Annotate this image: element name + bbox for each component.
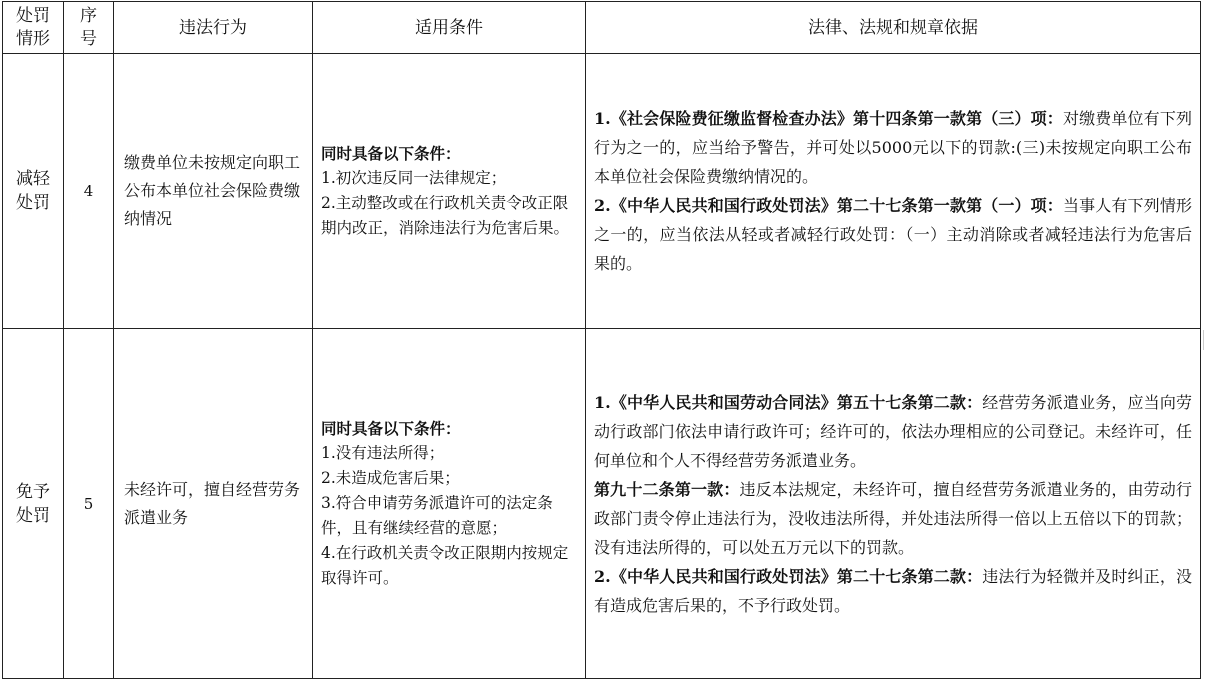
seq-cell: 4 (64, 54, 114, 329)
table-row (3, 329, 1201, 679)
seq-cell: 5 (64, 329, 114, 679)
header-condition: 适用条件 (313, 2, 586, 54)
header-basis: 法律、法规和规章依据 (586, 2, 1201, 54)
condition-title: 同时具备以下条件： (321, 419, 461, 438)
law-citation: 2.《中华人民共和国行政处罚法》第二十七条第二款： (594, 566, 983, 586)
law-paragraph (594, 475, 1192, 562)
header-situation: 处罚情形 (3, 2, 64, 54)
law-text: 违法行为轻微并及时纠正，没有造成危害后果的，不予行政处罚。 (594, 566, 1192, 615)
condition-item: 1.初次违反同一法律规定； (321, 169, 507, 187)
law-text: 对缴费单位有下列行为之一的，应当给予警告，并可处以5000元以下的罚款:(三)未按规定向职工公布本单位社会保险费缴纳情况的。 (594, 109, 1192, 186)
basis-cell (586, 329, 1201, 679)
law-text: 经营劳务派遣业务，应当向劳动行政部门依法申请行政许可；经许可的，依法办理相应的公司登记。未经许可，任何单位和个人不得经营劳务派遣业务。 (594, 392, 1192, 470)
condition-item: 3.符合申请劳务派遣许可的法定条件，且有继续经营的意愿； (321, 494, 553, 537)
law-citation: 1.《中华人民共和国劳动合同法》第五十七条第二款： (594, 392, 983, 412)
law-text: 违反本法规定，未经许可，擅自经营劳务派遣业务的，由劳动行政部门责令停止违法行为，没收违法所得，并处违法所得一倍以上五倍以下的罚款；没有违法所得的，可以处五万元以下的罚款。 (594, 479, 1192, 557)
law-citation: 1.《社会保险费征缴监督检查办法》第十四条第一款第（三）项： (594, 109, 1063, 128)
header-seq: 序号 (64, 2, 114, 54)
law-paragraph (594, 191, 1192, 278)
situation-cell: 免予处罚 (3, 329, 64, 679)
situation-cell: 减轻处罚 (3, 54, 64, 329)
condition-title: 同时具备以下条件： (321, 144, 461, 163)
law-citation: 2.《中华人民共和国行政处罚法》第二十七条第一款第（一）项： (594, 196, 1063, 215)
law-paragraph (594, 562, 1192, 620)
condition-item: 2.主动整改或在行政机关责令改正限期内改正，消除违法行为危害后果。 (321, 194, 570, 237)
law-citation: 第九十二条第一款： (594, 479, 740, 499)
table-row (3, 54, 1201, 329)
condition-cell (313, 54, 586, 329)
condition-item: 4.在行政机关责令改正限期内按规定取得许可。 (321, 544, 569, 587)
law-paragraph (594, 104, 1192, 191)
penalty-table (2, 1, 1201, 679)
condition-item: 1.没有违法所得； (321, 444, 445, 462)
act-cell: 缴费单位未按规定向职工公布本单位社会保险费缴纳情况 (114, 54, 313, 329)
basis-cell (586, 54, 1201, 329)
condition-cell (313, 329, 586, 679)
act-cell: 未经许可，擅自经营劳务派遣业务 (114, 329, 313, 679)
header-act: 违法行为 (114, 2, 313, 54)
header-row (3, 2, 1201, 54)
law-text: 当事人有下列情形之一的，应当依法从轻或者减轻行政处罚：（一）主动消除或者减轻违法行为危害后果的。 (594, 196, 1192, 273)
scrollbar-handle[interactable] (1203, 330, 1212, 350)
law-paragraph (594, 388, 1192, 475)
condition-item: 2.未造成危害后果； (321, 469, 460, 487)
